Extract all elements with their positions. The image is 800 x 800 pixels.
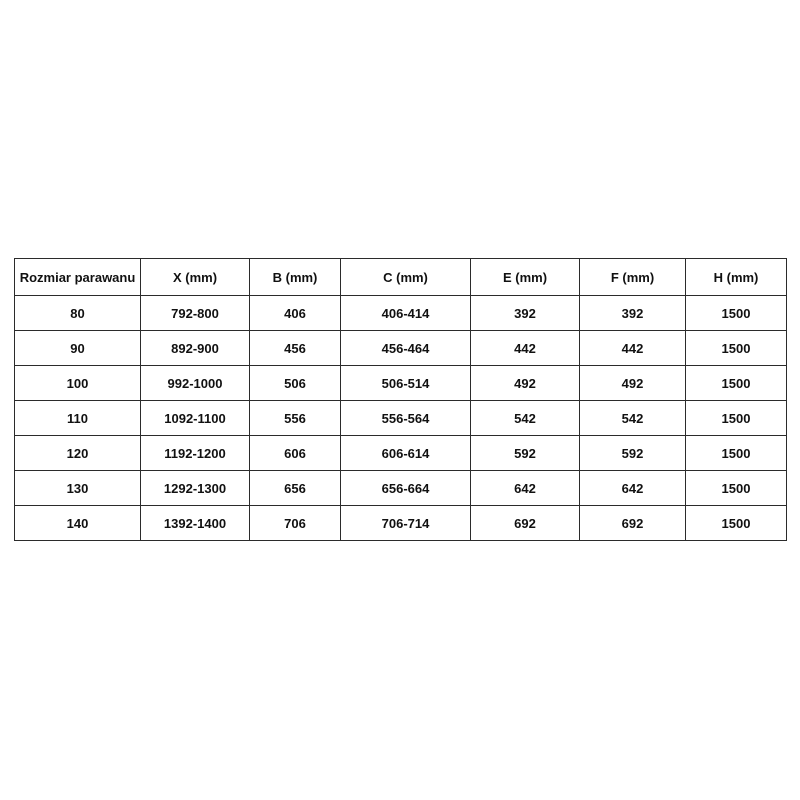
table-row — [15, 366, 787, 401]
cell-c: 606-614 — [341, 436, 471, 471]
cell-b: 656 — [250, 471, 341, 506]
cell-c: 556-564 — [341, 401, 471, 436]
cell-x: 892-900 — [141, 331, 250, 366]
cell-h: 1500 — [686, 366, 787, 401]
cell-b: 456 — [250, 331, 341, 366]
specification-table-container — [14, 258, 786, 541]
cell-c: 456-464 — [341, 331, 471, 366]
cell-size: 130 — [15, 471, 141, 506]
cell-e: 692 — [471, 506, 580, 541]
column-header-e: E (mm) — [471, 259, 580, 296]
cell-b: 506 — [250, 366, 341, 401]
table-row — [15, 471, 787, 506]
column-header-x: X (mm) — [141, 259, 250, 296]
cell-e: 542 — [471, 401, 580, 436]
cell-c: 406-414 — [341, 296, 471, 331]
cell-h: 1500 — [686, 401, 787, 436]
cell-h: 1500 — [686, 506, 787, 541]
cell-size: 110 — [15, 401, 141, 436]
table-row — [15, 331, 787, 366]
table-row — [15, 401, 787, 436]
cell-size: 90 — [15, 331, 141, 366]
cell-f: 542 — [580, 401, 686, 436]
cell-e: 592 — [471, 436, 580, 471]
cell-f: 442 — [580, 331, 686, 366]
column-header-f: F (mm) — [580, 259, 686, 296]
cell-e: 492 — [471, 366, 580, 401]
cell-x: 1392-1400 — [141, 506, 250, 541]
cell-h: 1500 — [686, 436, 787, 471]
column-header-h: H (mm) — [686, 259, 787, 296]
cell-b: 606 — [250, 436, 341, 471]
cell-size: 120 — [15, 436, 141, 471]
column-header-b: B (mm) — [250, 259, 341, 296]
cell-x: 1192-1200 — [141, 436, 250, 471]
table-header — [15, 259, 787, 296]
cell-f: 692 — [580, 506, 686, 541]
cell-x: 1292-1300 — [141, 471, 250, 506]
cell-c: 656-664 — [341, 471, 471, 506]
cell-x: 1092-1100 — [141, 401, 250, 436]
cell-f: 592 — [580, 436, 686, 471]
cell-f: 492 — [580, 366, 686, 401]
table-row — [15, 436, 787, 471]
cell-size: 100 — [15, 366, 141, 401]
cell-b: 706 — [250, 506, 341, 541]
cell-c: 506-514 — [341, 366, 471, 401]
specification-table — [14, 258, 787, 541]
table-body — [15, 296, 787, 541]
cell-e: 392 — [471, 296, 580, 331]
cell-x: 792-800 — [141, 296, 250, 331]
table-row — [15, 506, 787, 541]
cell-h: 1500 — [686, 331, 787, 366]
cell-size: 140 — [15, 506, 141, 541]
cell-f: 392 — [580, 296, 686, 331]
cell-c: 706-714 — [341, 506, 471, 541]
cell-b: 556 — [250, 401, 341, 436]
cell-e: 642 — [471, 471, 580, 506]
table-row — [15, 296, 787, 331]
cell-size: 80 — [15, 296, 141, 331]
column-header-size: Rozmiar parawanu — [15, 259, 141, 296]
cell-h: 1500 — [686, 471, 787, 506]
cell-b: 406 — [250, 296, 341, 331]
table-header-row — [15, 259, 787, 296]
cell-f: 642 — [580, 471, 686, 506]
cell-e: 442 — [471, 331, 580, 366]
cell-x: 992-1000 — [141, 366, 250, 401]
column-header-c: C (mm) — [341, 259, 471, 296]
cell-h: 1500 — [686, 296, 787, 331]
